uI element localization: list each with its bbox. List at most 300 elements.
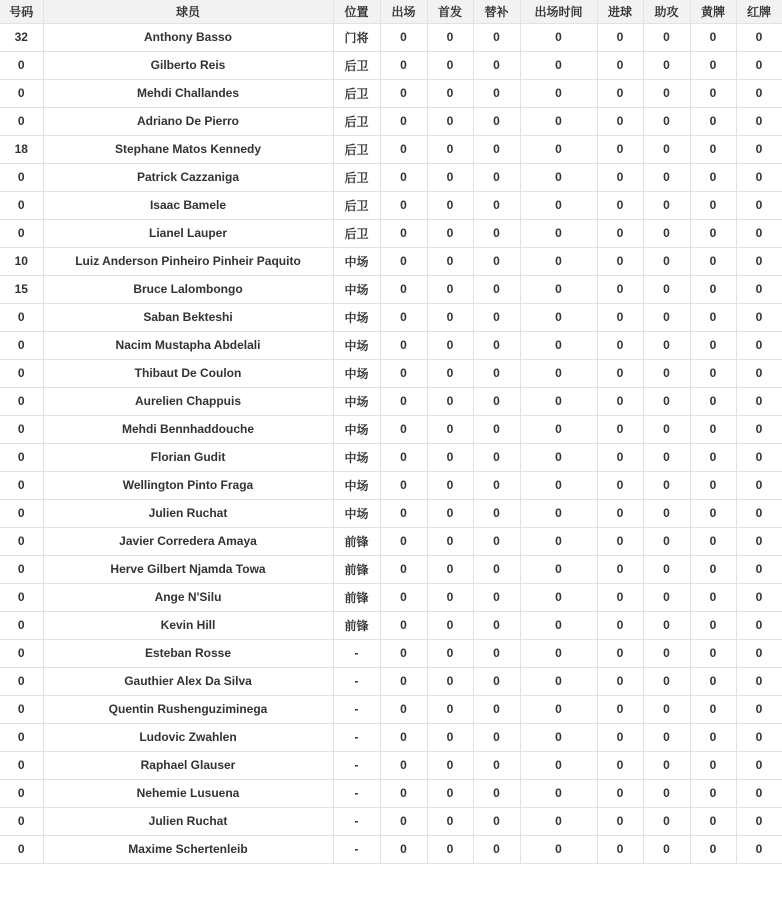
cell-substitute: 0 xyxy=(473,583,520,611)
cell-appearances: 0 xyxy=(380,415,427,443)
cell-number: 0 xyxy=(0,191,43,219)
cell-assists: 0 xyxy=(643,415,690,443)
cell-goals: 0 xyxy=(597,79,643,107)
cell-player-name: Nehemie Lusuena xyxy=(43,779,333,807)
cell-player-name: Stephane Matos Kennedy xyxy=(43,135,333,163)
cell-starts: 0 xyxy=(427,779,473,807)
cell-goals: 0 xyxy=(597,583,643,611)
cell-appearances: 0 xyxy=(380,835,427,863)
cell-red-cards: 0 xyxy=(736,359,782,387)
cell-goals: 0 xyxy=(597,191,643,219)
cell-position: 中场 xyxy=(333,247,380,275)
cell-starts: 0 xyxy=(427,807,473,835)
cell-minutes-played: 0 xyxy=(520,751,597,779)
table-row xyxy=(0,135,782,163)
table-row xyxy=(0,835,782,863)
cell-yellow-cards: 0 xyxy=(690,751,736,779)
cell-starts: 0 xyxy=(427,247,473,275)
cell-assists: 0 xyxy=(643,779,690,807)
cell-yellow-cards: 0 xyxy=(690,219,736,247)
table-row xyxy=(0,387,782,415)
cell-appearances: 0 xyxy=(380,611,427,639)
cell-goals: 0 xyxy=(597,751,643,779)
cell-yellow-cards: 0 xyxy=(690,275,736,303)
cell-red-cards: 0 xyxy=(736,667,782,695)
table-row xyxy=(0,667,782,695)
cell-appearances: 0 xyxy=(380,779,427,807)
cell-starts: 0 xyxy=(427,219,473,247)
cell-assists: 0 xyxy=(643,79,690,107)
cell-appearances: 0 xyxy=(380,387,427,415)
cell-goals: 0 xyxy=(597,303,643,331)
cell-appearances: 0 xyxy=(380,135,427,163)
cell-player-name: Raphael Glauser xyxy=(43,751,333,779)
cell-assists: 0 xyxy=(643,723,690,751)
cell-starts: 0 xyxy=(427,695,473,723)
column-header-assists: 助攻 xyxy=(643,0,690,23)
cell-player-name: Adriano De Pierro xyxy=(43,107,333,135)
cell-substitute: 0 xyxy=(473,247,520,275)
table-row xyxy=(0,415,782,443)
cell-number: 10 xyxy=(0,247,43,275)
cell-starts: 0 xyxy=(427,639,473,667)
cell-starts: 0 xyxy=(427,331,473,359)
cell-player-name: Aurelien Chappuis xyxy=(43,387,333,415)
cell-appearances: 0 xyxy=(380,219,427,247)
cell-assists: 0 xyxy=(643,583,690,611)
table-row xyxy=(0,275,782,303)
cell-minutes-played: 0 xyxy=(520,23,597,51)
table-row xyxy=(0,723,782,751)
table-row xyxy=(0,247,782,275)
cell-appearances: 0 xyxy=(380,723,427,751)
cell-minutes-played: 0 xyxy=(520,723,597,751)
column-header-red-cards: 红牌 xyxy=(736,0,782,23)
cell-position: 门将 xyxy=(333,23,380,51)
cell-red-cards: 0 xyxy=(736,443,782,471)
cell-appearances: 0 xyxy=(380,751,427,779)
cell-red-cards: 0 xyxy=(736,191,782,219)
cell-minutes-played: 0 xyxy=(520,275,597,303)
cell-number: 0 xyxy=(0,303,43,331)
cell-assists: 0 xyxy=(643,359,690,387)
cell-yellow-cards: 0 xyxy=(690,583,736,611)
cell-assists: 0 xyxy=(643,751,690,779)
cell-player-name: Wellington Pinto Fraga xyxy=(43,471,333,499)
cell-position: 后卫 xyxy=(333,135,380,163)
cell-position: 后卫 xyxy=(333,191,380,219)
cell-goals: 0 xyxy=(597,835,643,863)
cell-minutes-played: 0 xyxy=(520,695,597,723)
cell-minutes-played: 0 xyxy=(520,499,597,527)
cell-position: 后卫 xyxy=(333,163,380,191)
cell-substitute: 0 xyxy=(473,331,520,359)
cell-yellow-cards: 0 xyxy=(690,23,736,51)
cell-goals: 0 xyxy=(597,51,643,79)
cell-appearances: 0 xyxy=(380,107,427,135)
cell-minutes-played: 0 xyxy=(520,51,597,79)
cell-goals: 0 xyxy=(597,639,643,667)
cell-starts: 0 xyxy=(427,415,473,443)
cell-red-cards: 0 xyxy=(736,695,782,723)
cell-red-cards: 0 xyxy=(736,303,782,331)
cell-minutes-played: 0 xyxy=(520,359,597,387)
cell-red-cards: 0 xyxy=(736,471,782,499)
cell-appearances: 0 xyxy=(380,667,427,695)
cell-goals: 0 xyxy=(597,107,643,135)
cell-yellow-cards: 0 xyxy=(690,247,736,275)
cell-starts: 0 xyxy=(427,583,473,611)
cell-minutes-played: 0 xyxy=(520,415,597,443)
table-row xyxy=(0,51,782,79)
table-row xyxy=(0,639,782,667)
cell-assists: 0 xyxy=(643,555,690,583)
cell-number: 0 xyxy=(0,331,43,359)
cell-assists: 0 xyxy=(643,807,690,835)
cell-goals: 0 xyxy=(597,387,643,415)
cell-goals: 0 xyxy=(597,611,643,639)
cell-player-name: Ange N'Silu xyxy=(43,583,333,611)
cell-substitute: 0 xyxy=(473,79,520,107)
cell-red-cards: 0 xyxy=(736,835,782,863)
cell-player-name: Anthony Basso xyxy=(43,23,333,51)
cell-yellow-cards: 0 xyxy=(690,639,736,667)
cell-number: 0 xyxy=(0,639,43,667)
cell-starts: 0 xyxy=(427,611,473,639)
cell-minutes-played: 0 xyxy=(520,555,597,583)
cell-number: 32 xyxy=(0,23,43,51)
cell-substitute: 0 xyxy=(473,443,520,471)
table-row xyxy=(0,499,782,527)
cell-number: 0 xyxy=(0,555,43,583)
cell-substitute: 0 xyxy=(473,219,520,247)
cell-position: - xyxy=(333,639,380,667)
cell-number: 0 xyxy=(0,527,43,555)
cell-starts: 0 xyxy=(427,51,473,79)
cell-red-cards: 0 xyxy=(736,415,782,443)
cell-number: 0 xyxy=(0,583,43,611)
cell-substitute: 0 xyxy=(473,135,520,163)
cell-goals: 0 xyxy=(597,807,643,835)
cell-minutes-played: 0 xyxy=(520,639,597,667)
table-row xyxy=(0,303,782,331)
cell-minutes-played: 0 xyxy=(520,443,597,471)
cell-player-name: Bruce Lalombongo xyxy=(43,275,333,303)
cell-appearances: 0 xyxy=(380,443,427,471)
cell-number: 0 xyxy=(0,751,43,779)
cell-goals: 0 xyxy=(597,275,643,303)
cell-goals: 0 xyxy=(597,695,643,723)
cell-starts: 0 xyxy=(427,135,473,163)
cell-yellow-cards: 0 xyxy=(690,443,736,471)
column-header-number: 号码 xyxy=(0,0,43,23)
cell-yellow-cards: 0 xyxy=(690,667,736,695)
cell-appearances: 0 xyxy=(380,275,427,303)
table-row xyxy=(0,779,782,807)
cell-assists: 0 xyxy=(643,135,690,163)
cell-player-name: Gauthier Alex Da Silva xyxy=(43,667,333,695)
cell-red-cards: 0 xyxy=(736,583,782,611)
cell-red-cards: 0 xyxy=(736,723,782,751)
cell-player-name: Esteban Rosse xyxy=(43,639,333,667)
cell-player-name: Julien Ruchat xyxy=(43,807,333,835)
cell-appearances: 0 xyxy=(380,23,427,51)
cell-appearances: 0 xyxy=(380,639,427,667)
cell-appearances: 0 xyxy=(380,331,427,359)
cell-player-name: Florian Gudit xyxy=(43,443,333,471)
cell-assists: 0 xyxy=(643,443,690,471)
table-row xyxy=(0,331,782,359)
cell-goals: 0 xyxy=(597,723,643,751)
cell-red-cards: 0 xyxy=(736,387,782,415)
table-row xyxy=(0,471,782,499)
cell-minutes-played: 0 xyxy=(520,527,597,555)
cell-red-cards: 0 xyxy=(736,163,782,191)
cell-yellow-cards: 0 xyxy=(690,135,736,163)
cell-player-name: Luiz Anderson Pinheiro Pinheir Paquito xyxy=(43,247,333,275)
cell-yellow-cards: 0 xyxy=(690,303,736,331)
cell-assists: 0 xyxy=(643,191,690,219)
cell-substitute: 0 xyxy=(473,667,520,695)
cell-substitute: 0 xyxy=(473,835,520,863)
cell-assists: 0 xyxy=(643,471,690,499)
cell-red-cards: 0 xyxy=(736,107,782,135)
cell-number: 0 xyxy=(0,611,43,639)
cell-yellow-cards: 0 xyxy=(690,107,736,135)
cell-number: 0 xyxy=(0,443,43,471)
cell-yellow-cards: 0 xyxy=(690,779,736,807)
cell-player-name: Patrick Cazzaniga xyxy=(43,163,333,191)
cell-red-cards: 0 xyxy=(736,751,782,779)
cell-minutes-played: 0 xyxy=(520,247,597,275)
cell-substitute: 0 xyxy=(473,107,520,135)
cell-position: 中场 xyxy=(333,275,380,303)
cell-position: 后卫 xyxy=(333,79,380,107)
cell-goals: 0 xyxy=(597,527,643,555)
cell-yellow-cards: 0 xyxy=(690,331,736,359)
cell-starts: 0 xyxy=(427,359,473,387)
cell-number: 0 xyxy=(0,695,43,723)
cell-goals: 0 xyxy=(597,415,643,443)
cell-assists: 0 xyxy=(643,51,690,79)
cell-minutes-played: 0 xyxy=(520,667,597,695)
cell-substitute: 0 xyxy=(473,751,520,779)
cell-red-cards: 0 xyxy=(736,499,782,527)
cell-number: 18 xyxy=(0,135,43,163)
cell-number: 0 xyxy=(0,415,43,443)
cell-starts: 0 xyxy=(427,499,473,527)
cell-position: 中场 xyxy=(333,331,380,359)
cell-position: - xyxy=(333,695,380,723)
cell-assists: 0 xyxy=(643,527,690,555)
cell-minutes-played: 0 xyxy=(520,219,597,247)
table-row xyxy=(0,163,782,191)
cell-player-name: Isaac Bamele xyxy=(43,191,333,219)
cell-number: 0 xyxy=(0,163,43,191)
cell-position: - xyxy=(333,807,380,835)
cell-assists: 0 xyxy=(643,275,690,303)
cell-minutes-played: 0 xyxy=(520,303,597,331)
cell-yellow-cards: 0 xyxy=(690,163,736,191)
cell-number: 0 xyxy=(0,107,43,135)
cell-number: 0 xyxy=(0,723,43,751)
table-row xyxy=(0,219,782,247)
cell-appearances: 0 xyxy=(380,359,427,387)
cell-starts: 0 xyxy=(427,835,473,863)
cell-assists: 0 xyxy=(643,303,690,331)
cell-player-name: Nacim Mustapha Abdelali xyxy=(43,331,333,359)
cell-position: 中场 xyxy=(333,415,380,443)
cell-red-cards: 0 xyxy=(736,779,782,807)
cell-minutes-played: 0 xyxy=(520,387,597,415)
cell-yellow-cards: 0 xyxy=(690,695,736,723)
column-header-yellow-cards: 黄牌 xyxy=(690,0,736,23)
cell-substitute: 0 xyxy=(473,387,520,415)
cell-yellow-cards: 0 xyxy=(690,527,736,555)
cell-goals: 0 xyxy=(597,219,643,247)
column-header-player-name: 球员 xyxy=(43,0,333,23)
cell-minutes-played: 0 xyxy=(520,611,597,639)
cell-number: 0 xyxy=(0,667,43,695)
cell-assists: 0 xyxy=(643,163,690,191)
cell-substitute: 0 xyxy=(473,303,520,331)
cell-appearances: 0 xyxy=(380,303,427,331)
cell-position: 中场 xyxy=(333,471,380,499)
cell-position: - xyxy=(333,667,380,695)
cell-starts: 0 xyxy=(427,667,473,695)
table-row xyxy=(0,191,782,219)
cell-minutes-played: 0 xyxy=(520,583,597,611)
cell-minutes-played: 0 xyxy=(520,835,597,863)
cell-substitute: 0 xyxy=(473,415,520,443)
cell-minutes-played: 0 xyxy=(520,779,597,807)
cell-position: 前锋 xyxy=(333,527,380,555)
cell-starts: 0 xyxy=(427,387,473,415)
cell-red-cards: 0 xyxy=(736,23,782,51)
cell-yellow-cards: 0 xyxy=(690,807,736,835)
table-header-row xyxy=(0,0,782,23)
cell-appearances: 0 xyxy=(380,163,427,191)
cell-player-name: Quentin Rushenguziminega xyxy=(43,695,333,723)
cell-appearances: 0 xyxy=(380,79,427,107)
cell-appearances: 0 xyxy=(380,499,427,527)
cell-starts: 0 xyxy=(427,303,473,331)
cell-assists: 0 xyxy=(643,247,690,275)
cell-substitute: 0 xyxy=(473,723,520,751)
cell-starts: 0 xyxy=(427,275,473,303)
cell-red-cards: 0 xyxy=(736,51,782,79)
cell-position: 前锋 xyxy=(333,555,380,583)
cell-minutes-played: 0 xyxy=(520,79,597,107)
cell-appearances: 0 xyxy=(380,583,427,611)
cell-player-name: Mehdi Challandes xyxy=(43,79,333,107)
table-row xyxy=(0,695,782,723)
cell-goals: 0 xyxy=(597,779,643,807)
cell-starts: 0 xyxy=(427,751,473,779)
cell-goals: 0 xyxy=(597,443,643,471)
cell-minutes-played: 0 xyxy=(520,135,597,163)
cell-position: 前锋 xyxy=(333,583,380,611)
cell-position: - xyxy=(333,751,380,779)
cell-position: 后卫 xyxy=(333,219,380,247)
cell-red-cards: 0 xyxy=(736,275,782,303)
table-row xyxy=(0,23,782,51)
cell-minutes-played: 0 xyxy=(520,163,597,191)
column-header-substitute: 替补 xyxy=(473,0,520,23)
table-row xyxy=(0,527,782,555)
cell-substitute: 0 xyxy=(473,555,520,583)
cell-goals: 0 xyxy=(597,135,643,163)
cell-position: - xyxy=(333,835,380,863)
cell-substitute: 0 xyxy=(473,499,520,527)
cell-assists: 0 xyxy=(643,667,690,695)
cell-player-name: Kevin Hill xyxy=(43,611,333,639)
cell-position: 中场 xyxy=(333,387,380,415)
cell-substitute: 0 xyxy=(473,51,520,79)
cell-position: - xyxy=(333,723,380,751)
cell-red-cards: 0 xyxy=(736,639,782,667)
cell-starts: 0 xyxy=(427,527,473,555)
cell-appearances: 0 xyxy=(380,51,427,79)
cell-player-name: Herve Gilbert Njamda Towa xyxy=(43,555,333,583)
cell-red-cards: 0 xyxy=(736,219,782,247)
cell-number: 0 xyxy=(0,387,43,415)
cell-substitute: 0 xyxy=(473,779,520,807)
cell-number: 15 xyxy=(0,275,43,303)
column-header-starts: 首发 xyxy=(427,0,473,23)
cell-yellow-cards: 0 xyxy=(690,611,736,639)
cell-minutes-played: 0 xyxy=(520,191,597,219)
cell-red-cards: 0 xyxy=(736,527,782,555)
cell-player-name: Thibaut De Coulon xyxy=(43,359,333,387)
table-row xyxy=(0,555,782,583)
cell-substitute: 0 xyxy=(473,695,520,723)
cell-red-cards: 0 xyxy=(736,807,782,835)
column-header-goals: 进球 xyxy=(597,0,643,23)
column-header-position: 位置 xyxy=(333,0,380,23)
cell-yellow-cards: 0 xyxy=(690,415,736,443)
cell-number: 0 xyxy=(0,807,43,835)
cell-assists: 0 xyxy=(643,387,690,415)
table-row xyxy=(0,583,782,611)
column-header-minutes-played: 出场时间 xyxy=(520,0,597,23)
cell-minutes-played: 0 xyxy=(520,807,597,835)
cell-red-cards: 0 xyxy=(736,611,782,639)
cell-yellow-cards: 0 xyxy=(690,387,736,415)
cell-number: 0 xyxy=(0,835,43,863)
cell-yellow-cards: 0 xyxy=(690,191,736,219)
cell-appearances: 0 xyxy=(380,247,427,275)
cell-position: 前锋 xyxy=(333,611,380,639)
table-row xyxy=(0,443,782,471)
table-row xyxy=(0,611,782,639)
cell-goals: 0 xyxy=(597,331,643,359)
table-row xyxy=(0,79,782,107)
cell-appearances: 0 xyxy=(380,807,427,835)
cell-red-cards: 0 xyxy=(736,247,782,275)
cell-goals: 0 xyxy=(597,163,643,191)
cell-assists: 0 xyxy=(643,835,690,863)
cell-assists: 0 xyxy=(643,331,690,359)
cell-player-name: Gilberto Reis xyxy=(43,51,333,79)
cell-position: - xyxy=(333,779,380,807)
cell-player-name: Lianel Lauper xyxy=(43,219,333,247)
column-header-appearances: 出场 xyxy=(380,0,427,23)
cell-player-name: Julien Ruchat xyxy=(43,499,333,527)
cell-substitute: 0 xyxy=(473,471,520,499)
cell-number: 0 xyxy=(0,219,43,247)
cell-goals: 0 xyxy=(597,555,643,583)
